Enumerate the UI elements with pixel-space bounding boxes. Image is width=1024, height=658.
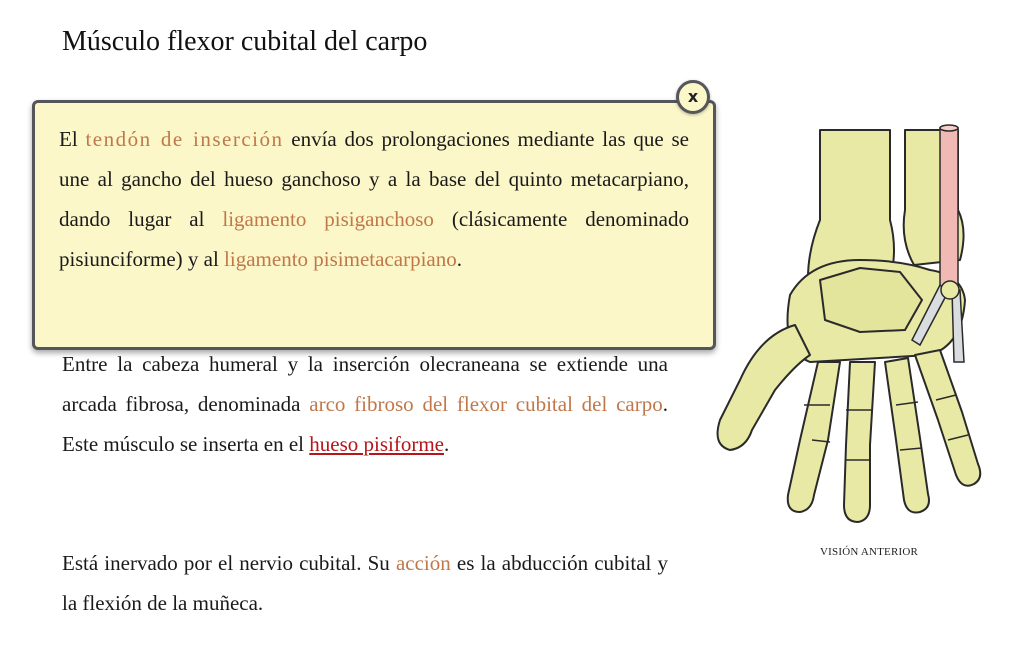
close-icon: x bbox=[687, 87, 699, 106]
term-accion[interactable]: acción bbox=[395, 551, 451, 575]
popup-text-part: . bbox=[456, 247, 462, 271]
figure-caption: VISIÓN ANTERIOR bbox=[820, 546, 919, 558]
middle-finger bbox=[844, 362, 875, 522]
paragraph-text-part: es la abducción cubital y la flexión de la muñeca. bbox=[62, 551, 668, 615]
paragraph-inervacion bbox=[62, 543, 668, 623]
thumb-bones bbox=[718, 325, 810, 450]
popup-text bbox=[59, 119, 689, 279]
hand-bones-illustration bbox=[700, 100, 1000, 530]
link-hueso-pisiforme[interactable]: hueso pisiforme bbox=[309, 432, 444, 456]
ring-finger bbox=[885, 358, 929, 513]
tendon-shape bbox=[940, 128, 958, 288]
paragraph-text-part: . Este músculo se inserta en el bbox=[62, 392, 668, 456]
term-arco-fibroso[interactable]: arco fibroso del flexor cubital del carpo bbox=[309, 392, 663, 416]
page-title: Músculo flexor cubital del carpo bbox=[62, 26, 428, 57]
pisiform-bone bbox=[941, 281, 959, 299]
term-ligamento-pisimetacarpiano[interactable]: ligamento pisimetacarpiano bbox=[224, 247, 457, 271]
index-finger bbox=[788, 362, 840, 512]
term-tendon-insercion[interactable]: tendón de inserción bbox=[85, 127, 284, 151]
popup-text-part: (clásicamente denominado pisiunciforme) y al bbox=[59, 207, 690, 271]
popup-text-part: envía dos prolongaciones mediante las que se une al gancho del hueso ganchoso y a la base del quinto metacarpiano, dando lugar al bbox=[59, 127, 689, 231]
paragraph-text-part: . bbox=[444, 432, 450, 456]
paragraph-text-part: Está inervado por el nervio cubital. Su bbox=[62, 551, 396, 575]
radius-bone bbox=[808, 130, 894, 280]
paragraph-text-part: Entre la cabeza humeral y la inserción olecraneana se extiende una arcada fibrosa, denominada bbox=[62, 352, 668, 416]
popup-text-part: El bbox=[59, 127, 86, 151]
tendon-end bbox=[940, 125, 958, 131]
term-ligamento-pisiganchoso[interactable]: ligamento pisiganchoso bbox=[222, 207, 434, 231]
paragraph-arco-fibroso bbox=[62, 344, 668, 464]
info-popup bbox=[32, 100, 716, 350]
